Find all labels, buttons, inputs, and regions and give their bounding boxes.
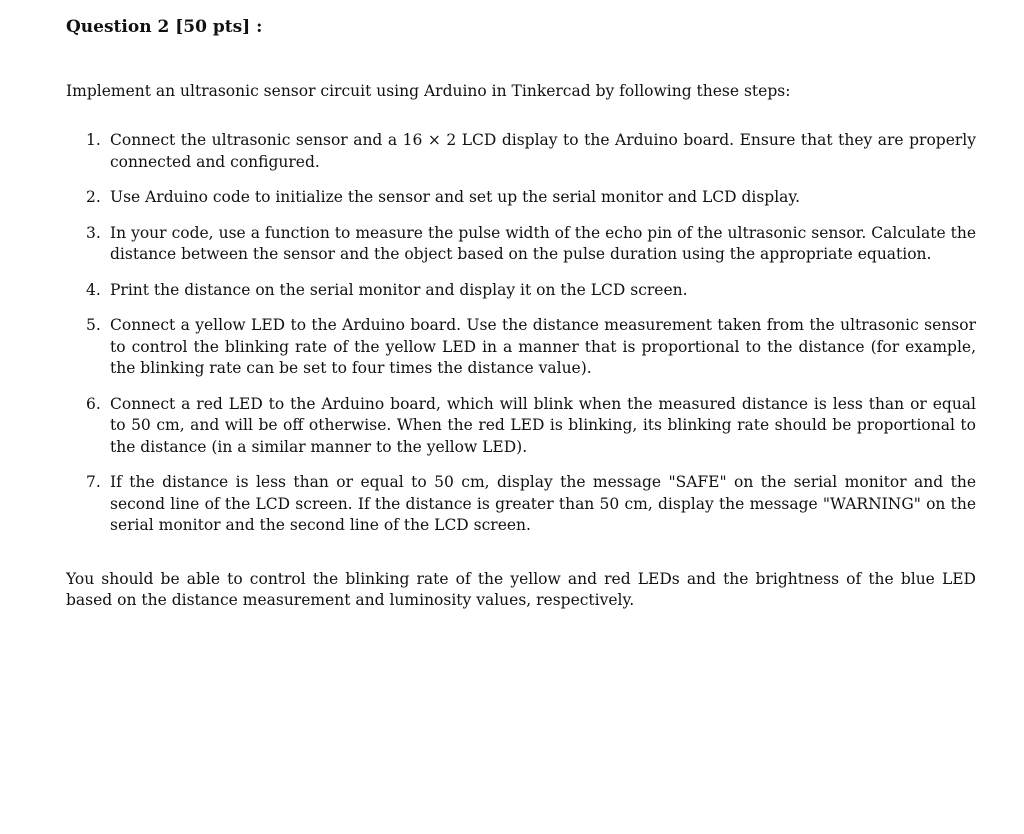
step-number: 1. [86, 131, 101, 149]
step-number: 7. [86, 473, 101, 491]
step-number: 5. [86, 316, 101, 334]
list-item [66, 315, 976, 380]
steps-list [66, 130, 976, 537]
intro-paragraph: Implement an ultrasonic sensor circuit using Arduino in Tinkercad by following these steps: [66, 82, 791, 100]
step-number: 6. [86, 394, 101, 413]
step-number: 2. [86, 188, 101, 206]
list-item [66, 187, 976, 209]
step-text: Connect a yellow LED to the Arduino board. Use the distance measurement taken from the ultrasonic sensor to control the blinking rate of the yellow LED in a manner that is proportional to the distance (for example, the blinking rate can be set to four times the distance value). [110, 316, 976, 377]
step-number: 3. [86, 223, 101, 242]
step-text: If the distance is less than or equal to 50 cm, display the message "SAFE" on the serial monitor and the second line of the LCD screen. If the distance is greater than 50 cm, display the message "WARNING" on the serial monitor and the second line of the LCD screen. [110, 473, 976, 534]
list-item [66, 280, 976, 302]
step-number: 4. [86, 280, 101, 299]
step-text: Use Arduino code to initialize the sensor and set up the serial monitor and LCD display. [110, 188, 801, 206]
list-item [66, 472, 976, 537]
step-text: Connect a red LED to the Arduino board, which will blink when the measured distance is less than or equal to 50 cm, and will be off otherwise. When the red LED is blinking, its blinking rate should be proportional to the distance (in a similar manner to the yellow LED). [110, 394, 976, 456]
list-item [66, 223, 976, 266]
question-title: Question 2 [50 pts] : [66, 17, 263, 37]
list-item [66, 394, 976, 459]
step-text: In your code, use a function to measure the pulse width of the echo pin of the ultrasonic sensor. Calculate the distance between the sensor and the object based on the pulse duration using the appropriate equation. [110, 223, 976, 263]
outro-paragraph: You should be able to control the blinking rate of the yellow and red LEDs and the brightness of the blue LED based on the distance measurement and luminosity values, respectively. [66, 569, 976, 609]
step-text: Print the distance on the serial monitor and display it on the LCD screen. [110, 280, 688, 299]
list-item [66, 130, 976, 173]
question-document [66, 14, 976, 612]
step-text: Connect the ultrasonic sensor and a 16 × 2 LCD display to the Arduino board. Ensure that they are properly connected and configured. [110, 131, 976, 171]
